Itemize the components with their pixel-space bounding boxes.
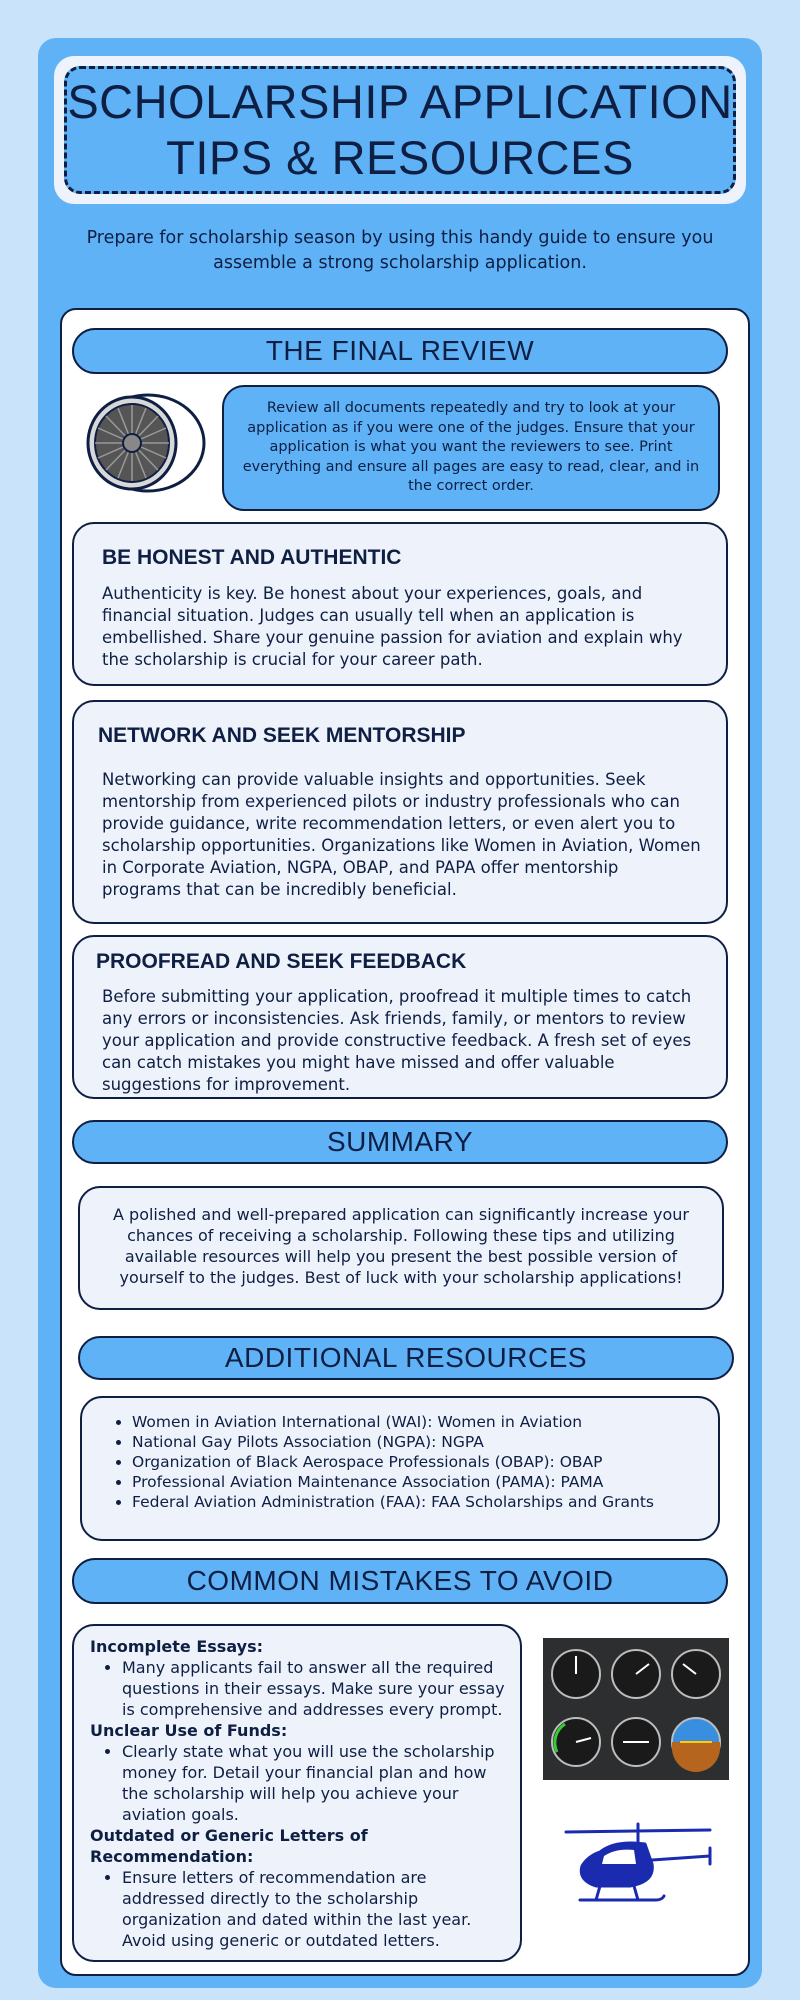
tip-card-honest [72,522,728,686]
tip-text: Before submitting your application, proofread it multiple times to catch any errors or inconsistencies. Ask friends, family, or mentors to review your application and provide constructive feedback. A fresh set of eyes can catch mistakes you might have missed and offer valuable suggestions for improvement. [102,987,692,1094]
title-box [64,66,736,194]
resource-item: • Women in Aviation International (WAI): Women in Aviation [132,1412,654,1432]
resource-item: • Organization of Black Aerospace Professionals (OBAP): OBAP [132,1452,654,1472]
resources-heading: ADDITIONAL RESOURCES [224,1342,588,1373]
resource-item: • Professional Aviation Maintenance Association (PAMA): PAMA [132,1472,654,1492]
tip-heading: NETWORK AND SEEK MENTORSHIP [98,724,466,747]
resources-heading-pill [78,1336,734,1380]
page-title: SCHOLARSHIP APPLICATION TIPS & RESOURCES [67,75,733,184]
summary-heading-pill [72,1120,728,1164]
mistake-text: • Many applicants fail to answer all the required questions in their essays. Make sure your essay is comprehensive and addresses every prompt. [122,1657,510,1720]
final-review-box [222,385,720,511]
tip-heading: BE HONEST AND AUTHENTIC [102,546,402,569]
tip-text: Networking can provide valuable insights and opportunities. Seek mentorship from experienced pilots or industry professionals who can provide guidance, write recommendation letters, or even alert you to scholarship opportunities. Organizations like Women in Aviation, Women in Corporate Aviation, NGPA, OBAP, and PAPA offer mentorship programs that can be incredibly beneficial. [102,770,701,899]
cockpit-gauges-icon [543,1638,729,1780]
tip-heading: PROOFREAD AND SEEK FEEDBACK [96,950,467,973]
resources-list [112,1412,654,1512]
tip-text: Authenticity is key. Be honest about your experiences, goals, and financial situation. Judges can usually tell when an application is embellished. Share your genuine passion for aviation and explain why the scholarship is crucial for your career path. [102,584,683,669]
summary-text: A polished and well-prepared application can significantly increase your chances of receiving a scholarship. Following these tips and utilizing available resources will help you present the best possible version of yourself to the judges. Best of luck with your scholarship applications! [113,1205,689,1287]
mistake-title: Incomplete Essays: [90,1637,263,1656]
tip-card-proofread [72,935,728,1099]
mistake-title: Unclear Use of Funds: [90,1721,288,1740]
summary-heading: SUMMARY [326,1126,474,1157]
summary-card [78,1186,724,1310]
intro-text: Prepare for scholarship season by using this handy guide to ensure you assemble a strong scholarship application. [86,228,714,273]
final-review-heading: THE FINAL REVIEW [265,335,535,366]
final-review-heading-pill [72,328,728,374]
mistakes-heading: COMMON MISTAKES TO AVOID [186,1565,614,1596]
mistake-text: • Clearly state what you will use the scholarship money for. Detail your financial plan and how the scholarship will help you achieve your aviation goals. [122,1741,510,1825]
mistake-title: Outdated or Generic Letters of Recommendation: [90,1826,368,1866]
resource-item: • Federal Aviation Administration (FAA): FAA Scholarships and Grants [132,1492,654,1512]
final-review-text: Review all documents repeatedly and try to look at your application as if you were one of the judges. Ensure that your application is what you want the reviewers to see. Print everything and ensure all pages are easy to read, clear, and in the correct order. [242,400,700,495]
resource-item: • National Gay Pilots Association (NGPA): NGPA [132,1432,654,1452]
tip-card-network [72,700,728,924]
mistake-text: • Ensure letters of recommendation are addressed directly to the scholarship organization and dated within the last year. Avoid using generic or outdated letters. [122,1867,510,1951]
helicopter-icon [560,1820,720,1920]
mistakes-heading-pill [72,1558,728,1604]
jet-engine-icon [78,388,206,498]
mistakes-list [90,1636,510,1951]
